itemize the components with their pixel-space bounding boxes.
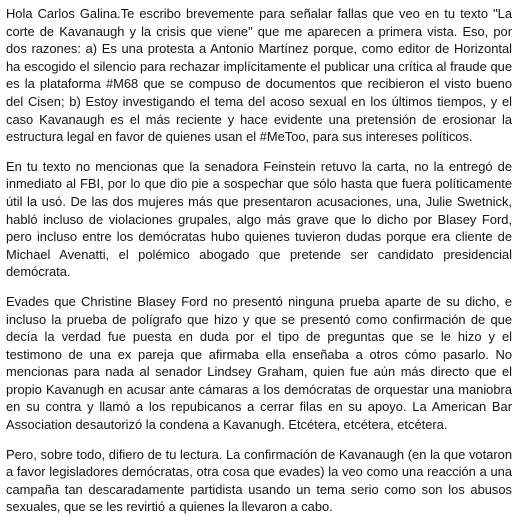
letter-body xyxy=(6,5,512,516)
paragraph-conclusion: Pero, sobre todo, difiero de tu lectura. La confirmación de Kavanaugh (en la que votaron a favor legisladores demócratas, otra cosa que evades) la veo como una reacción a una campaña tan descaradamente partidista usando un tema serio como son los abusos sexuales, que se les revirtió a quienes la llevaron a cabo. xyxy=(6,446,512,515)
paragraph-blasey-ford: Evades que Christine Blasey Ford no presentó ninguna prueba aparte de su dicho, e incluso la prueba de polígrafo que hizo y que se presentó como confirmación de que decía la verdad fue puesta en duda por el tipo de preguntas que se le hizo y el testimono de una ex pareja que afirmaba ella enseñaba a otros cómo pasarlo. No mencionas para nada al senador Lindsey Graham, quien fue aún más directo que el propio Kavanugh en acusar ante cámaras a los demócratas de orquestar una maniobra en su contra y llamó a los repubicanos a cerrar filas en su apoyo. La American Bar Association desautorizó la condena a Kavanugh. Etcétera, etcétera, etcétera. xyxy=(6,293,512,433)
paragraph-feinstein: En tu texto no mencionas que la senadora Feinstein retuvo la carta, no la entregó de inmediato al FBI, por lo que dio pie a sospechar que sólo hasta que fuera políticamente útil la usó. De las dos mujeres más que presentaron acusaciones, una, Julie Swetnick, habló incluso de violaciones grupales, algo más grave que lo dicho por Blasey Ford, pero incluso entre los demócratas hubo quienes tuvieron dudas porque era cliente de Michael Avenatti, el polémico abogado que pretende ser candidato presidencial demócrata. xyxy=(6,158,512,280)
paragraph-intro: Hola Carlos Galina.Te escribo brevemente para señalar fallas que veo en tu texto "La corte de Kavanaugh y la crisis que viene" que me aparecen a primera vista. Eso, por dos razones: a) Es una protesta a Antonio Martínez porque, como editor de Horizontal ha escogido el silencio para rechazar implícitamente el publicar una crítica al fraude que es la plataforma #M68 que se compuso de documentos que recibieron el visto bueno del Cisen; b) Estoy investigando el tema del acoso sexual en los últimos tiempos, y el caso Kavanaugh es el más reciente y hace evidente una pretensión de erosionar la estructura legal en favor de quienes usan el #MeToo, para sus intereses políticos. xyxy=(6,6,512,145)
